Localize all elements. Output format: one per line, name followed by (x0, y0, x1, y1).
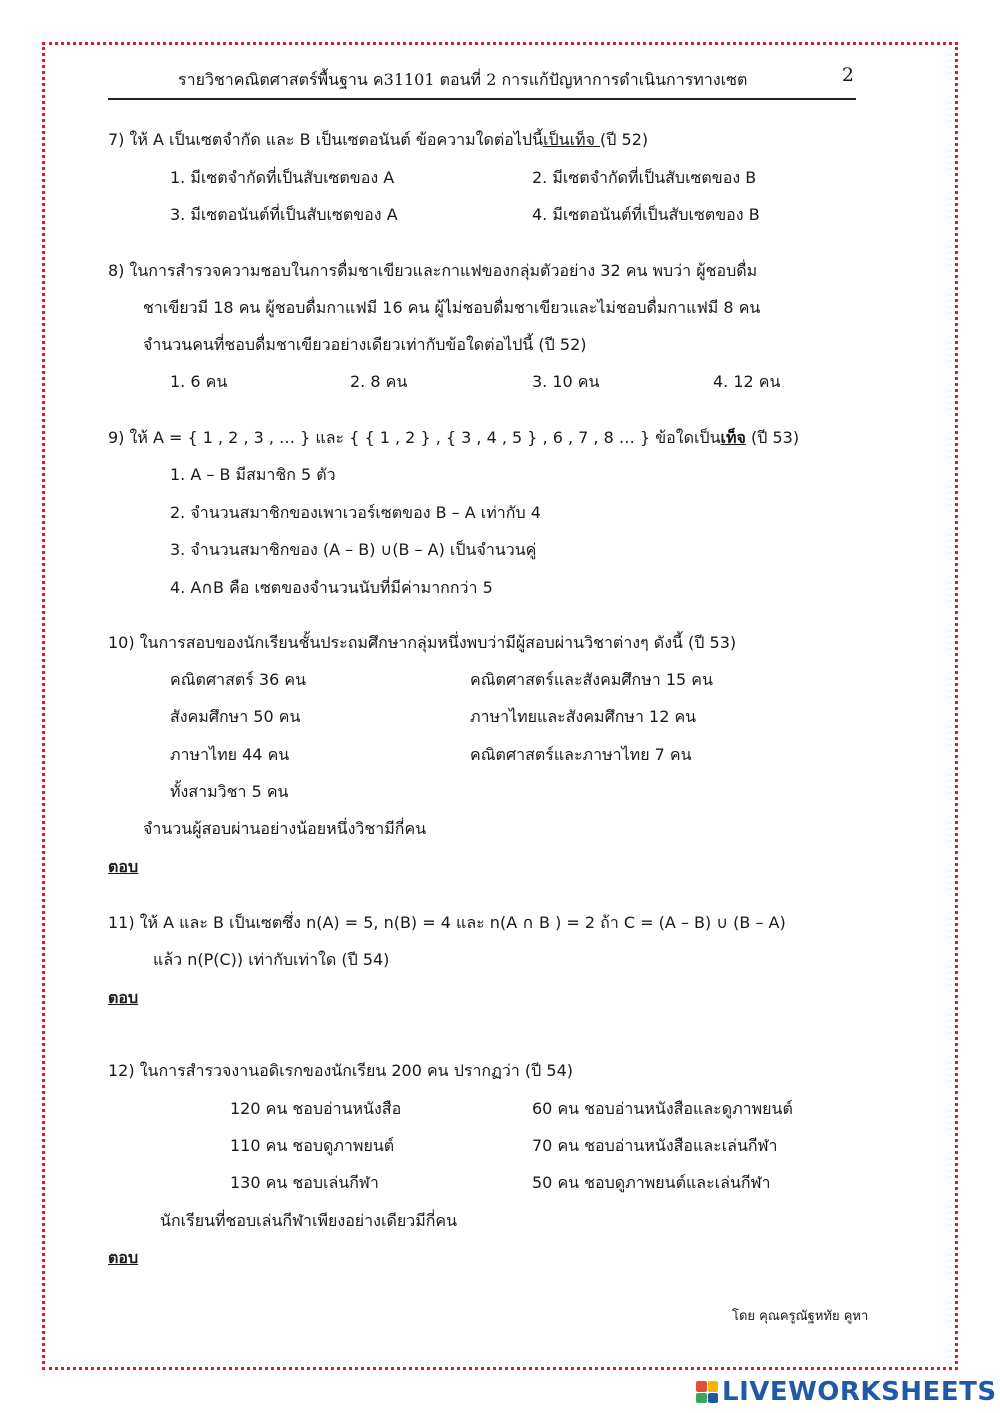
author-credit: โดย คุณครูณัฐหทัย คูหา (732, 1309, 869, 1324)
q7-choice-2: 2. มีเซตจำกัดที่เป็นสับเซตของ B (532, 168, 757, 187)
q10-answer-label[interactable]: ตอบ (108, 857, 139, 876)
q12-item: 70 คน ชอบอ่านหนังสือและเล่นกีฬา (532, 1136, 778, 1155)
q8-choice-1: 1. 6 คน (170, 372, 228, 391)
q10-item: คณิตศาสตร์และสังคมศึกษา 15 คน (470, 670, 713, 689)
liveworksheets-logo-icon (696, 1381, 718, 1403)
q10-stem: 10) ในการสอบของนักเรียนชั้นประถมศึกษากลุ่มหนึ่งพบว่ามีผู้สอบผ่านวิชาต่างๆ ดังนี้ (ปี 53) (108, 633, 737, 652)
logo-square (696, 1381, 707, 1392)
q10-item: สังคมศึกษา 50 คน (170, 707, 301, 726)
liveworksheets-brand[interactable] (696, 1377, 997, 1407)
page-header (108, 62, 856, 100)
q7-choice-1: 1. มีเซตจำกัดที่เป็นสับเซตของ A (170, 168, 395, 187)
q12-item: 60 คน ชอบอ่านหนังสือและดูภาพยนต์ (532, 1099, 793, 1118)
q8-choice-2: 2. 8 คน (350, 372, 408, 391)
q11-answer-label[interactable]: ตอบ (108, 988, 139, 1007)
q9-choice-1: 1. A – B มีสมาชิก 5 ตัว (170, 465, 336, 484)
q9-choice-2: 2. จำนวนสมาชิกของเพาเวอร์เซตของ B – A เท่ากับ 4 (170, 503, 541, 522)
q9-choice-3: 3. จำนวนสมาชิกของ (A – B) ∪(B – A) เป็นจำนวนคู่ (170, 540, 537, 559)
header-title: รายวิชาคณิตศาสตร์พื้นฐาน ค31101 ตอนที่ 2 การแก้ปัญหาการดำเนินการทางเซต (178, 70, 748, 89)
q7-stem: 7) ให้ A เป็นเซตจำกัด และ B เป็นเซตอนันต์ ข้อความใดต่อไปนี้เป็นเท็จ (ปี 52) (108, 130, 649, 149)
q10-item: คณิตศาสตร์ 36 คน (170, 670, 306, 689)
logo-square (708, 1381, 719, 1392)
q7-choice-4: 4. มีเซตอนันต์ที่เป็นสับเซตของ B (532, 205, 760, 224)
q11-line-2: แล้ว n(P(C)) เท่ากับเท่าใด (ปี 54) (153, 950, 390, 969)
logo-square (708, 1393, 719, 1404)
q10-question: จำนวนผู้สอบผ่านอย่างน้อยหนึ่งวิชามีกี่คน (143, 819, 427, 838)
q8-line-3: จำนวนคนที่ชอบดื่มชาเขียวอย่างเดียวเท่ากับข้อใดต่อไปนี้ (ปี 52) (143, 335, 587, 354)
q9-choice-4: 4. A∩B คือ เซตของจำนวนนับที่มีค่ามากกว่า 5 (170, 578, 493, 597)
q8-choice-4: 4. 12 คน (713, 372, 781, 391)
q10-item: ภาษาไทยและสังคมศึกษา 12 คน (470, 707, 697, 726)
q12-question: นักเรียนที่ชอบเล่นกีฬาเพียงอย่างเดียวมีกี่คน (160, 1211, 458, 1230)
q12-item: 120 คน ชอบอ่านหนังสือ (230, 1099, 402, 1118)
q9-stem: 9) ให้ A = { 1 , 2 , 3 , … } และ { { 1 , 2 } , { 3 , 4 , 5 } , 6 , 7 , 8 … } ข้อใดเป็นเท็จ (ปี 53) (108, 428, 800, 447)
q12-answer-label[interactable]: ตอบ (108, 1248, 139, 1267)
q7-choice-3: 3. มีเซตอนันต์ที่เป็นสับเซตของ A (170, 205, 398, 224)
q8-line-1: 8) ในการสำรวจความชอบในการดื่มชาเขียวและกาแฟของกลุ่มตัวอย่าง 32 คน พบว่า ผู้ชอบดื่ม (108, 261, 758, 280)
q8-choice-3: 3. 10 คน (532, 372, 600, 391)
logo-square (696, 1393, 707, 1404)
brand-text: LIVEWORKSHEETS (722, 1377, 997, 1407)
q10-item: ภาษาไทย 44 คน (170, 745, 290, 764)
q12-stem: 12) ในการสำรวจงานอดิเรกของนักเรียน 200 คน ปรากฏว่า (ปี 54) (108, 1061, 573, 1080)
q10-item: คณิตศาสตร์และภาษาไทย 7 คน (470, 745, 692, 764)
q12-item: 110 คน ชอบดูภาพยนต์ (230, 1136, 395, 1155)
q12-item: 50 คน ชอบดูภาพยนต์และเล่นกีฬา (532, 1173, 771, 1192)
q8-line-2: ชาเขียวมี 18 คน ผู้ชอบดื่มกาแฟมี 16 คน ผู้ไม่ชอบดื่มชาเขียวและไม่ชอบดื่มกาแฟมี 8 คน (143, 298, 761, 317)
q12-item: 130 คน ชอบเล่นกีฬา (230, 1173, 379, 1192)
page-number: 2 (841, 64, 854, 86)
q11-line-1: 11) ให้ A และ B เป็นเซตซึ่ง n(A) = 5, n(B) = 4 และ n(A ∩ B ) = 2 ถ้า C = (A – B) ∪ (B – A) (108, 913, 786, 932)
q10-item: ทั้งสามวิชา 5 คน (170, 782, 289, 801)
